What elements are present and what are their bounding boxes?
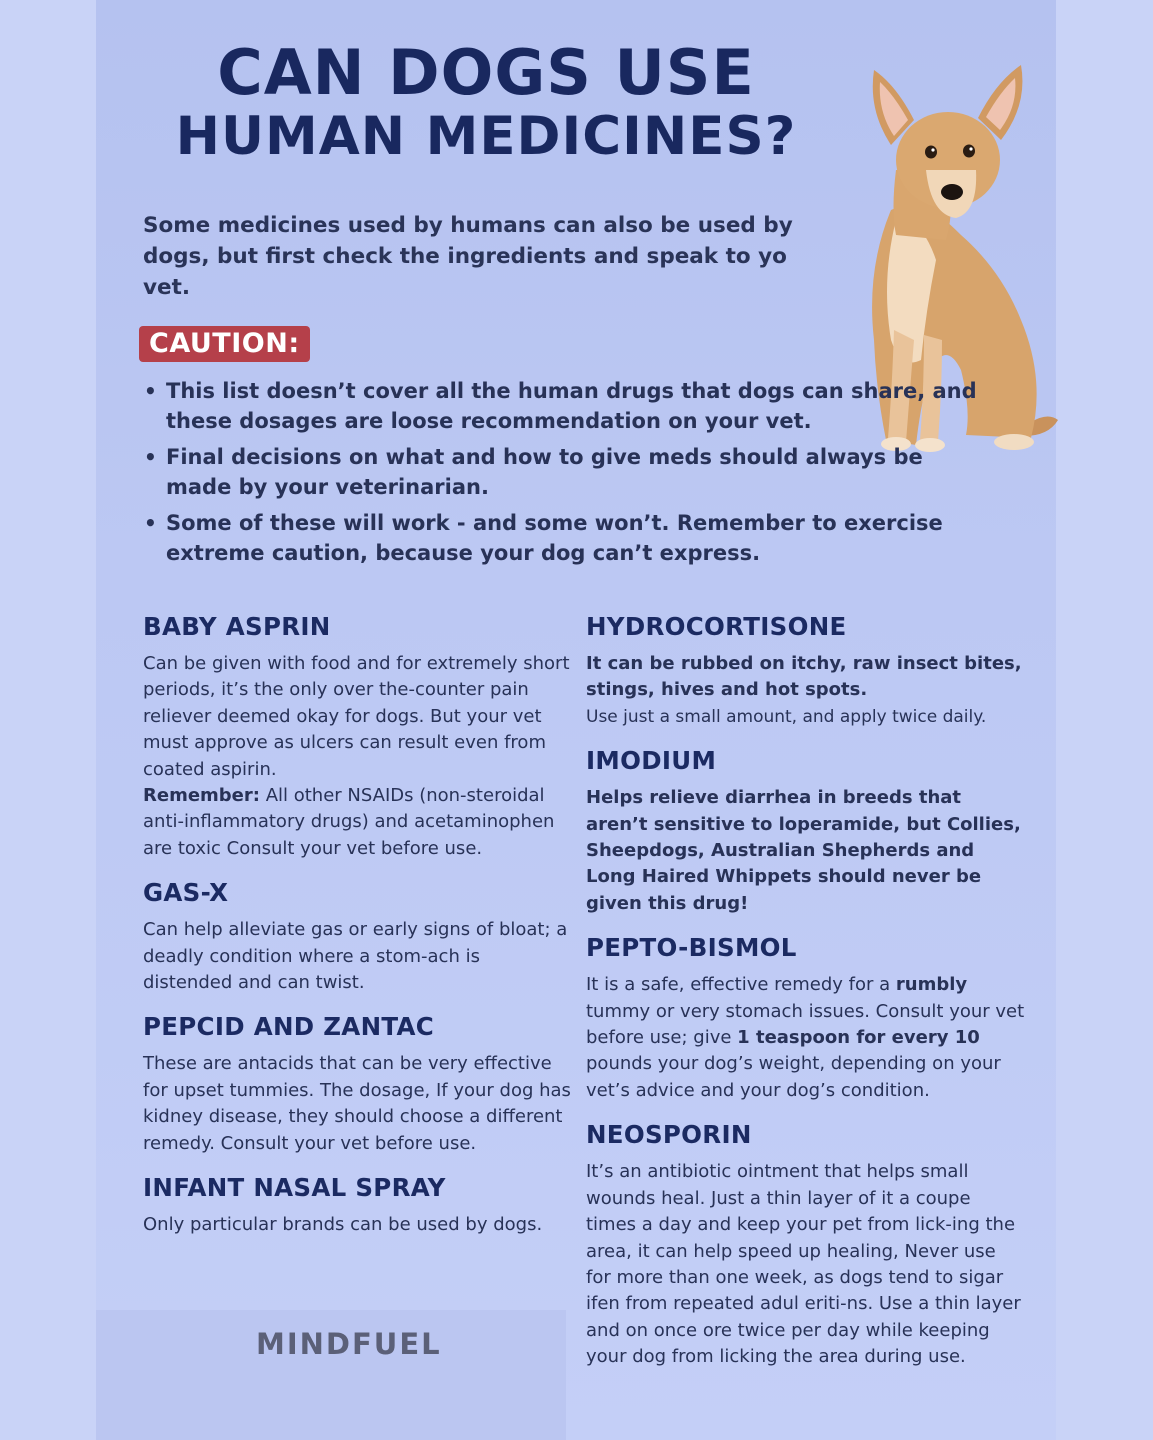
brand-logo: MINDFUEL bbox=[256, 1327, 442, 1361]
section-body: It is a safe, effective remedy for a rumbly tummy or very stomach issues. Consult your vet before use; give 1 teaspoon for every 10 pounds your dog’s weight, depending on your vet’s advice and your dog’s condition. bbox=[586, 974, 1025, 1101]
title-line-1: CAN DOGS USE bbox=[217, 36, 755, 109]
caution-list bbox=[142, 377, 982, 575]
section-neosporin bbox=[586, 1120, 1026, 1370]
section-body: Can be given with food and for extremely short periods, it’s the only over the-counter pain reliever deemed okay for dogs. But your vet must approve as ulcers can result even from coated aspirin. Remember: All other NSAIDs (non-steroidal anti-inflammatory drugs) and acetaminophen are toxic Consult your vet before use. bbox=[143, 653, 570, 859]
list-item: • Some of these will work - and some won’t. Remember to exercise extreme caution, because your dog can’t express. bbox=[144, 511, 943, 565]
section-body: Only particular brands can be used by dogs. bbox=[143, 1214, 543, 1236]
section-heading: PEPCID AND ZANTAC bbox=[143, 1012, 435, 1042]
section-baby-asprin bbox=[143, 612, 573, 862]
list-item: • Final decisions on what and how to give meds should always be made by your veterinarian. bbox=[144, 445, 923, 499]
section-body: It’s an antibiotic ointment that helps small wounds heal. Just a thin layer of it a coupe times a day and keep your pet from lick-ing the area, it can help speed up healing, Never use for more than one week, as dogs tend to sigar ifen from repeated adul eriti-ns. Use a thin layer and on once ore twice per day while keeping your dog from licking the area during use. bbox=[586, 1161, 1021, 1368]
section-pepto-bismol bbox=[586, 933, 1026, 1104]
bullet-icon: • bbox=[144, 379, 157, 403]
remember-label: Remember: bbox=[143, 785, 260, 807]
section-body: Can help alleviate gas or early signs of bloat; a deadly condition where a stom-ach is distended and can twist. bbox=[143, 919, 568, 994]
section-infant-nasal-spray bbox=[143, 1173, 573, 1238]
section-hydrocortisone bbox=[586, 612, 1026, 730]
section-body: These are antacids that can be very effective for upset tummies. The dosage, If your dog has kidney disease, they should choose a different remedy. Consult your vet before use. bbox=[143, 1053, 571, 1154]
section-gas-x bbox=[143, 878, 573, 996]
section-heading: PEPTO-BISMOL bbox=[586, 933, 797, 963]
section-heading: BABY ASPRIN bbox=[143, 612, 331, 641]
poster bbox=[96, 0, 1056, 1440]
right-column bbox=[586, 612, 1026, 1371]
section-heading: INFANT NASAL SPRAY bbox=[143, 1173, 446, 1203]
bullet-icon: • bbox=[144, 511, 157, 535]
section-imodium bbox=[586, 746, 1026, 917]
section-body: Helps relieve diarrhea in breeds that aren’t sensitive to loperamide, but Collies, Sheepdogs, Australian Shepherds and Long Haired Whippets should never be given this drug! bbox=[586, 787, 1021, 914]
section-pepcid-zantac bbox=[143, 1012, 573, 1157]
title-line-2: HUMAN MEDICINES? bbox=[175, 106, 797, 168]
caution-badge: CAUTION: bbox=[139, 326, 310, 362]
list-item: • This list doesn’t cover all the human drugs that dogs can share, and these dosages are loose recommendation on your vet. bbox=[144, 379, 977, 433]
section-heading: IMODIUM bbox=[586, 746, 717, 776]
left-column bbox=[143, 612, 573, 1239]
section-heading: NEOSPORIN bbox=[586, 1120, 752, 1150]
intro-text: Some medicines used by humans can also be used by dogs, but first check the ingredients and speak to yo vet. bbox=[143, 213, 793, 300]
section-body: It can be rubbed on itchy, raw insect bites, stings, hives and hot spots. bbox=[586, 653, 1022, 701]
bullet-icon: • bbox=[144, 445, 157, 469]
page-title bbox=[136, 38, 836, 167]
section-heading: GAS-X bbox=[143, 878, 229, 908]
section-note: Use just a small amount, and apply twice daily. bbox=[586, 706, 987, 727]
section-heading: HYDROCORTISONE bbox=[586, 612, 847, 641]
